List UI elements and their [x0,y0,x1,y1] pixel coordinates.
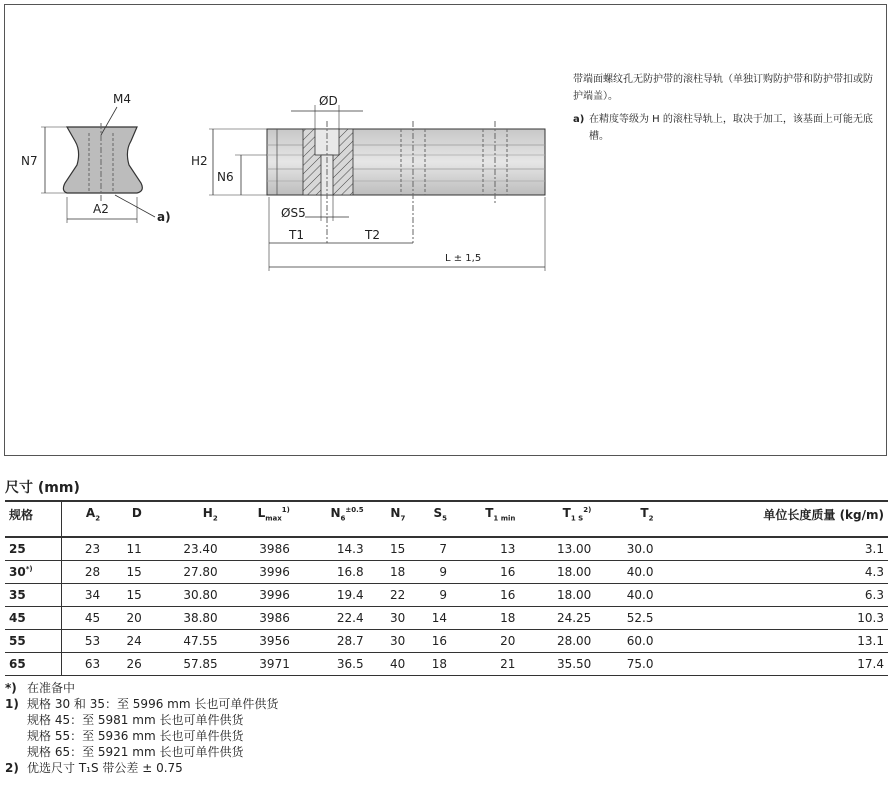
table-cell: 45 [84,611,101,625]
note-marker: a) [573,114,585,125]
table-row [5,561,888,584]
table-cell: 22 [390,588,406,602]
table-cell: 16 [431,634,448,648]
label-t1: T1 [289,228,304,242]
column-header [595,501,657,537]
column-header [62,501,105,537]
row-size [5,537,62,561]
column-header-main: T [640,506,649,520]
table-header-row [5,501,888,537]
table-cell: 27.80 [183,565,218,579]
description [573,71,873,145]
table-cell: 13.1 [857,634,884,648]
column-header-main: L [257,506,266,520]
table-cell: 21 [500,657,516,671]
table-cell: 15 [126,588,142,602]
table-cell: 7 [439,542,448,556]
column-header-sup: 1) [281,506,290,514]
table-cell: 30.80 [183,588,218,602]
column-header-sub: 1 min [493,514,516,523]
row-size-value: 30 [9,565,26,579]
column-header [146,501,222,537]
row-size [5,653,62,676]
footnote-lines [27,696,278,760]
row-size-value: 65 [9,657,26,671]
table-cell: 28.00 [556,634,592,648]
column-header-sub: 6 [340,514,346,523]
footnote-lines [27,680,75,696]
column-header-main: N [330,506,341,520]
table-cell: 13.00 [556,542,592,556]
table-cell: 23 [84,542,101,556]
table-cell: 24.25 [556,611,592,625]
column-header-main: A [85,506,96,520]
column-header [5,501,62,537]
table-cell: 9 [439,565,448,579]
table-row [5,607,888,630]
column-header-sup: 2) [583,506,592,514]
table-cell: 18 [431,657,448,671]
note-text: 在精度等级为 H 的滚柱导轨上，取决于加工，该基面上可能无底槽。 [589,114,873,142]
table-cell: 18 [500,611,516,625]
table-cell: 9 [439,588,448,602]
column-header-main: 规格 [9,508,34,522]
footnote-line: 规格 45：至 5981 mm 长也可单件供货 [27,713,244,727]
column-header-main: S [433,506,443,520]
column-header-sub: 5 [442,514,448,523]
table-cell: 18.00 [556,565,592,579]
table-cell: 3971 [259,657,290,671]
column-header-main: T [485,506,494,520]
label-s5: ØS5 [281,206,306,220]
column-header [294,501,368,537]
table-cell: 16 [500,588,516,602]
table-cell: 34 [84,588,101,602]
column-header-main: D [131,506,142,520]
description-note [573,111,873,145]
label-a2: A2 [93,202,109,216]
table-cell: 40.0 [626,565,654,579]
table-cell: 18 [390,565,406,579]
column-header-main: H [202,506,213,520]
table-cell: 3.1 [864,542,884,556]
table-cell: 57.85 [183,657,218,671]
label-t2: T2 [365,228,380,242]
table-cell: 13 [500,542,516,556]
column-header-sup: ±0.5 [345,506,364,514]
footnote-marker: 2) [5,761,19,775]
table-cell: 75.0 [626,657,654,671]
table-cell: 60.0 [626,634,654,648]
table-cell: 3996 [259,565,290,579]
column-header [519,501,595,537]
table-cell: 35.50 [556,657,592,671]
drawing-frame [4,4,887,456]
footnote-line: 规格 55：至 5936 mm 长也可单件供货 [27,729,244,743]
table-cell: 3996 [259,588,290,602]
column-header [409,501,451,537]
table-cell: 19.4 [336,588,364,602]
table-cell: 40 [390,657,406,671]
table-cell: 3986 [259,611,290,625]
table-cell: 6.3 [864,588,884,602]
footnote-marker: 1) [5,697,19,711]
table-cell: 23.40 [183,542,218,556]
column-header [657,501,888,537]
table-cell: 28 [84,565,101,579]
column-header-main: T [562,506,571,520]
table-cell: 30 [390,634,406,648]
column-header-main: 单位长度质量 (kg/m) [763,508,884,522]
table-cell: 3986 [259,542,290,556]
column-header-sub: 2 [648,514,654,523]
footnotes [5,680,278,776]
label-l: L ± 1,5 [445,253,482,264]
label-n6: N6 [217,170,234,184]
column-header-main: N [390,506,401,520]
table-cell: 47.55 [183,634,218,648]
dimensions-table [5,500,888,676]
row-size-value: 55 [9,634,26,648]
table-cell: 18.00 [556,588,592,602]
section-title: 尺寸 (mm) [5,480,80,496]
table-cell: 53 [84,634,101,648]
table-cell: 30 [390,611,406,625]
table-cell: 10.3 [857,611,884,625]
row-size-value: 25 [9,542,26,556]
table-row [5,537,888,561]
table-cell: 15 [126,565,142,579]
table-cell: 28.7 [336,634,364,648]
column-header [222,501,294,537]
column-header [104,501,146,537]
row-size [5,584,62,607]
table-cell: 20 [500,634,516,648]
table-cell: 15 [390,542,406,556]
footnote-line: 优选尺寸 T₁S 带公差 ± 0.75 [27,761,183,775]
footnote-lines [27,760,183,776]
description-main: 带端面螺纹孔无防护带的滚柱导轨（单独订购防护带和防护带扣或防护端盖）。 [573,74,873,102]
footnote-line: 规格 30 和 35：至 5996 mm 长也可单件供货 [27,697,279,711]
label-m4: M4 [113,92,131,106]
table-cell: 14.3 [336,542,364,556]
table-cell: 4.3 [864,565,884,579]
table-cell: 26 [126,657,142,671]
column-header-sub: 2 [212,514,218,523]
table-row [5,630,888,653]
footnote-line: 规格 65：至 5921 mm 长也可单件供货 [27,745,244,759]
row-size-value: 35 [9,588,26,602]
row-size [5,561,62,584]
row-size-mark: *) [25,565,33,573]
label-note-a: a) [157,210,171,224]
row-size-value: 45 [9,611,26,625]
row-size [5,607,62,630]
footnote-marker: *) [5,681,17,695]
table-row [5,584,888,607]
label-d: ØD [319,94,338,108]
footnote-line: 在准备中 [27,681,76,695]
table-cell: 11 [126,542,142,556]
column-header-sub: 1 S [570,514,584,523]
rail-side-view [191,94,545,271]
table-cell: 16 [500,565,516,579]
table-cell: 22.4 [336,611,364,625]
table-cell: 3956 [259,634,290,648]
table-cell: 63 [84,657,101,671]
column-header [451,501,519,537]
table-cell: 38.80 [183,611,218,625]
column-header-sub: 2 [95,514,101,523]
table-cell: 20 [126,611,142,625]
footnote [5,760,278,776]
table-body [5,537,888,676]
label-h2: H2 [191,154,208,168]
table-cell: 14 [431,611,448,625]
table-cell: 17.4 [857,657,884,671]
table-cell: 36.5 [336,657,364,671]
table-cell: 16.8 [336,565,364,579]
rail-cross-section [21,92,171,224]
table-row [5,653,888,676]
column-header-sub: 7 [400,514,406,523]
column-header-sub: max [265,514,282,523]
column-header [368,501,410,537]
table-cell: 52.5 [626,611,654,625]
label-n7: N7 [21,154,38,168]
row-size [5,630,62,653]
footnote [5,680,278,696]
table-cell: 24 [126,634,142,648]
table-cell: 30.0 [626,542,654,556]
footnote [5,696,278,760]
table-cell: 40.0 [626,588,654,602]
